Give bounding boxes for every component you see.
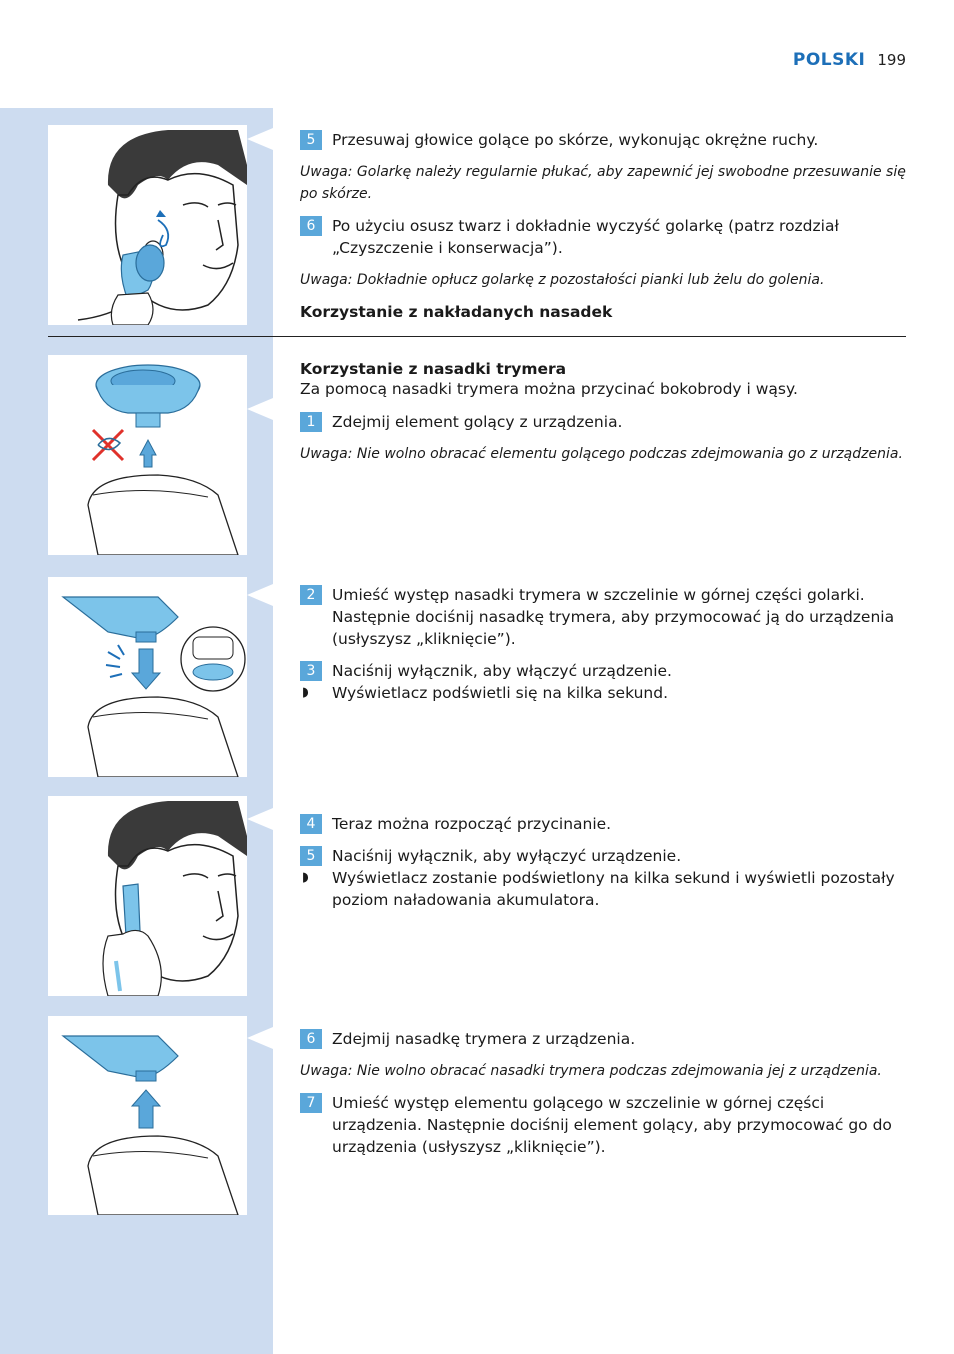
step-number: 7 (300, 1093, 322, 1113)
illustration-pointer (247, 128, 273, 150)
note: Uwaga: Golarkę należy regularnie płukać, aby zapewnić jej swobodne przesuwanie się po skórze. (300, 164, 906, 202)
note: Uwaga: Dokładnie opłucz golarkę z pozostałości pianki lub żelu do golenia. (300, 272, 825, 288)
bullet-icon: ◗ (302, 870, 309, 885)
trimmer-intro (300, 359, 906, 475)
step-1 (300, 411, 906, 433)
bullet-text: Wyświetlacz podświetli się na kilka sekund. (332, 684, 668, 702)
section-title: Korzystanie z nakładanych nasadek (300, 303, 613, 321)
note: Uwaga: Nie wolno obracać elementu golącego podczas zdejmowania go z urządzenia. (300, 446, 903, 462)
subsection-title: Korzystanie z nasadki trymera (300, 360, 567, 378)
step-number: 6 (300, 1029, 322, 1049)
result-bullet (300, 867, 906, 911)
result-bullet (300, 682, 906, 704)
step-text: Zdejmij nasadkę trymera z urządzenia. (332, 1030, 636, 1048)
step-number: 5 (300, 846, 322, 866)
step-text: Naciśnij wyłącznik, aby wyłączyć urządzenie. (332, 847, 682, 865)
step-number: 3 (300, 661, 322, 681)
remove-shaving-head-icon (48, 355, 247, 555)
step-text: Naciśnij wyłącznik, aby włączyć urządzenie. (332, 662, 672, 680)
step-text: Teraz można rozpocząć przycinanie. (332, 815, 612, 833)
page-header (793, 50, 906, 70)
step-2 (300, 584, 906, 650)
remove-trimmer-icon (48, 1016, 247, 1215)
illustration-pointer (247, 398, 273, 420)
step-3 (300, 660, 906, 682)
step-number: 4 (300, 814, 322, 834)
step-text: Po użyciu osusz twarz i dokładnie wyczyść golarkę (patrz rozdział „Czyszczenie i konserwacja”). (332, 217, 839, 257)
bullet-text: Wyświetlacz zostanie podświetlony na kilka sekund i wyświetli pozostały poziom naładowania akumulatora. (332, 869, 895, 909)
language-label: POLSKI (792, 50, 866, 70)
step-4 (300, 813, 906, 835)
attach-trimmer-instructions (300, 584, 906, 712)
note: Uwaga: Nie wolno obracać nasadki trymera podczas zdejmowania jej z urządzenia. (300, 1063, 882, 1079)
step-number: 2 (300, 585, 322, 605)
step-5 (300, 845, 906, 867)
page-number: 199 (877, 51, 906, 69)
step-7 (300, 1092, 906, 1158)
remove-trimmer-instructions (300, 1028, 906, 1168)
intro-text: Za pomocą nasadki trymera można przycinać bokobrody i wąsy. (300, 380, 798, 398)
attach-trimmer-icon (48, 577, 247, 777)
step-text: Przesuwaj głowice golące po skórze, wykonując okrężne ruchy. (332, 131, 819, 149)
step-text: Zdejmij element golący z urządzenia. (332, 413, 623, 431)
man-trimming-icon (48, 796, 247, 996)
step-number: 1 (300, 412, 322, 432)
man-shaving-icon (48, 125, 247, 325)
illustration-pointer (247, 808, 273, 830)
step-6 (300, 215, 906, 259)
section-divider (48, 336, 906, 337)
step-text: Umieść występ elementu golącego w szczelinie w górnej części urządzenia. Następnie dociśnij element golący, aby przymocować go do urządzenia (usłyszysz „kliknięcie”). (332, 1094, 892, 1156)
illustration-pointer (247, 584, 273, 606)
step-number: 6 (300, 216, 322, 236)
bullet-icon: ◗ (302, 685, 309, 700)
trimming-instructions (300, 813, 906, 919)
shaving-instructions (300, 129, 906, 323)
step-5 (300, 129, 906, 151)
step-number: 5 (300, 130, 322, 150)
illustration-pointer (247, 1027, 273, 1049)
step-text: Umieść występ nasadki trymera w szczelinie w górnej części golarki. Następnie dociśnij nasadkę trymera, aby przymocować ją do urządzenia (usłyszysz „kliknięcie”). (332, 586, 895, 648)
step-6 (300, 1028, 906, 1050)
